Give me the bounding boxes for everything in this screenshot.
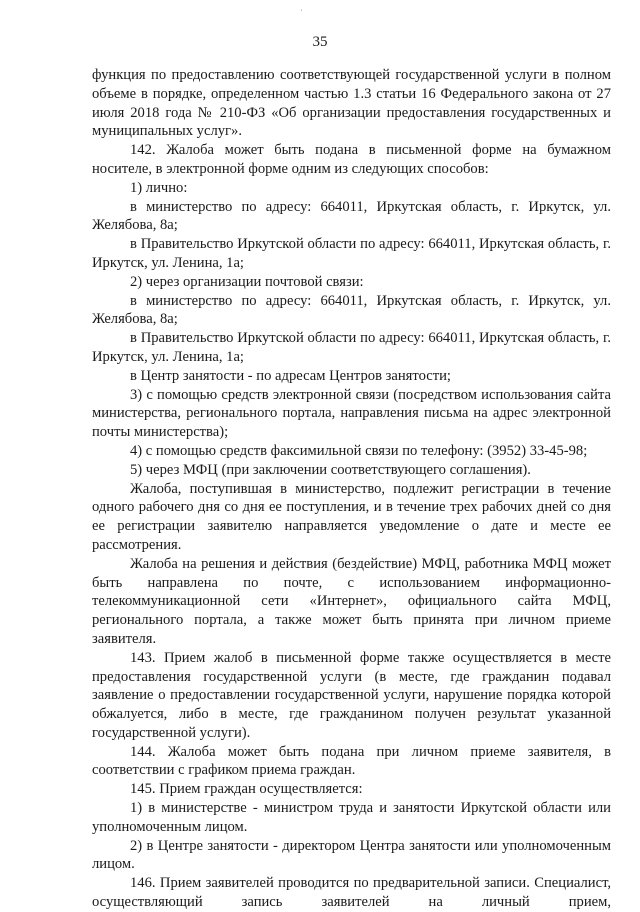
list-item-in-person: 1) лично: bbox=[130, 179, 188, 196]
scan-artifact: · bbox=[300, 6, 303, 15]
document-body bbox=[92, 66, 611, 912]
paragraph-145: 145. Прием граждан осуществляется: bbox=[130, 781, 363, 798]
paragraph-143: 143. Прием жалоб в письменной форме также осуществляется в месте предоставления государственной услуги (в месте, где гражданин подавал заявление о предоставлении государственной услуги, нарушение порядка которой обжалуется, либо в месте, где гражданином получен результат указанной государственной услуги). bbox=[92, 649, 611, 741]
page-number: 35 bbox=[312, 34, 328, 50]
list-item-ministry-reception: 1) в министерстве - министром труда и занятости Иркутской области или уполномоченным лицом. bbox=[92, 800, 611, 835]
address-government-postal: в Правительство Иркутской области по адресу: 664011, Иркутская область, г. Иркутск, ул. Ленина, 1а; bbox=[92, 330, 611, 365]
paragraph-142: 142. Жалоба может быть подана в письменной форме на бумажном носителе, в электронной форме одним из следующих способов: bbox=[92, 142, 611, 177]
paragraph-registration: Жалоба, поступившая в министерство, подлежит регистрации в течение одного рабочего дня со дня ее поступления, и в течение трех рабочих дней со дня ее регистрации заявителю направляется уведомление о дате и месте ее рассмотрения. bbox=[92, 480, 611, 553]
address-ministry: в министерство по адресу: 664011, Иркутская область, г. Иркутск, ул. Желябова, 8а; bbox=[92, 198, 611, 234]
list-item-fax: 4) с помощью средств факсимильной связи по телефону: (3952) 33-45-98; bbox=[130, 442, 588, 459]
paragraph-mfc-complaint: Жалоба на решения и действия (бездействие) МФЦ, работника МФЦ может быть направлена по почте, с использованием информационно-телекоммуникационной сети «Интернет», официального сайта МФЦ, регионального портала, а также может быть принята при личном приеме заявителя. bbox=[92, 555, 611, 647]
address-employment-center: в Центр занятости - по адресам Центров занятости; bbox=[130, 367, 451, 384]
address-ministry-postal: в министерство по адресу: 664011, Иркутская область, г. Иркутск, ул. Желябова, 8а; bbox=[92, 292, 611, 328]
paragraph-146: 146. Прием заявителей проводится по предварительной записи. Специалист, осуществляющий запись заявителей на личный прием, bbox=[92, 875, 611, 911]
list-item-electronic: 3) с помощью средств электронной связи (посредством использования сайта министерства, регионального портала, направления письма на адрес электронной почты министерства); bbox=[92, 386, 611, 441]
list-item-postal: 2) через организации почтовой связи: bbox=[130, 273, 364, 290]
address-government: в Правительство Иркутской области по адресу: 664011, Иркутская область, г. Иркутск, ул. Ленина, 1а; bbox=[92, 236, 611, 271]
paragraph-144: 144. Жалоба может быть подана при личном приеме заявителя, в соответствии с графиком приема граждан. bbox=[92, 743, 611, 779]
paragraph-continuation: функция по предоставлению соответствующей государственной услуги в полном объеме в порядке, определенном частью 1.3 статьи 16 Федерального закона от 27 июля 2018 года № 210-ФЗ «Об организации предоставления государственных и муниципальных услуг». bbox=[92, 67, 611, 140]
list-item-mfc: 5) через МФЦ (при заключении соответствующего соглашения). bbox=[130, 461, 531, 478]
list-item-center-reception: 2) в Центре занятости - директором Центра занятости или уполномоченным лицом. bbox=[92, 837, 611, 873]
